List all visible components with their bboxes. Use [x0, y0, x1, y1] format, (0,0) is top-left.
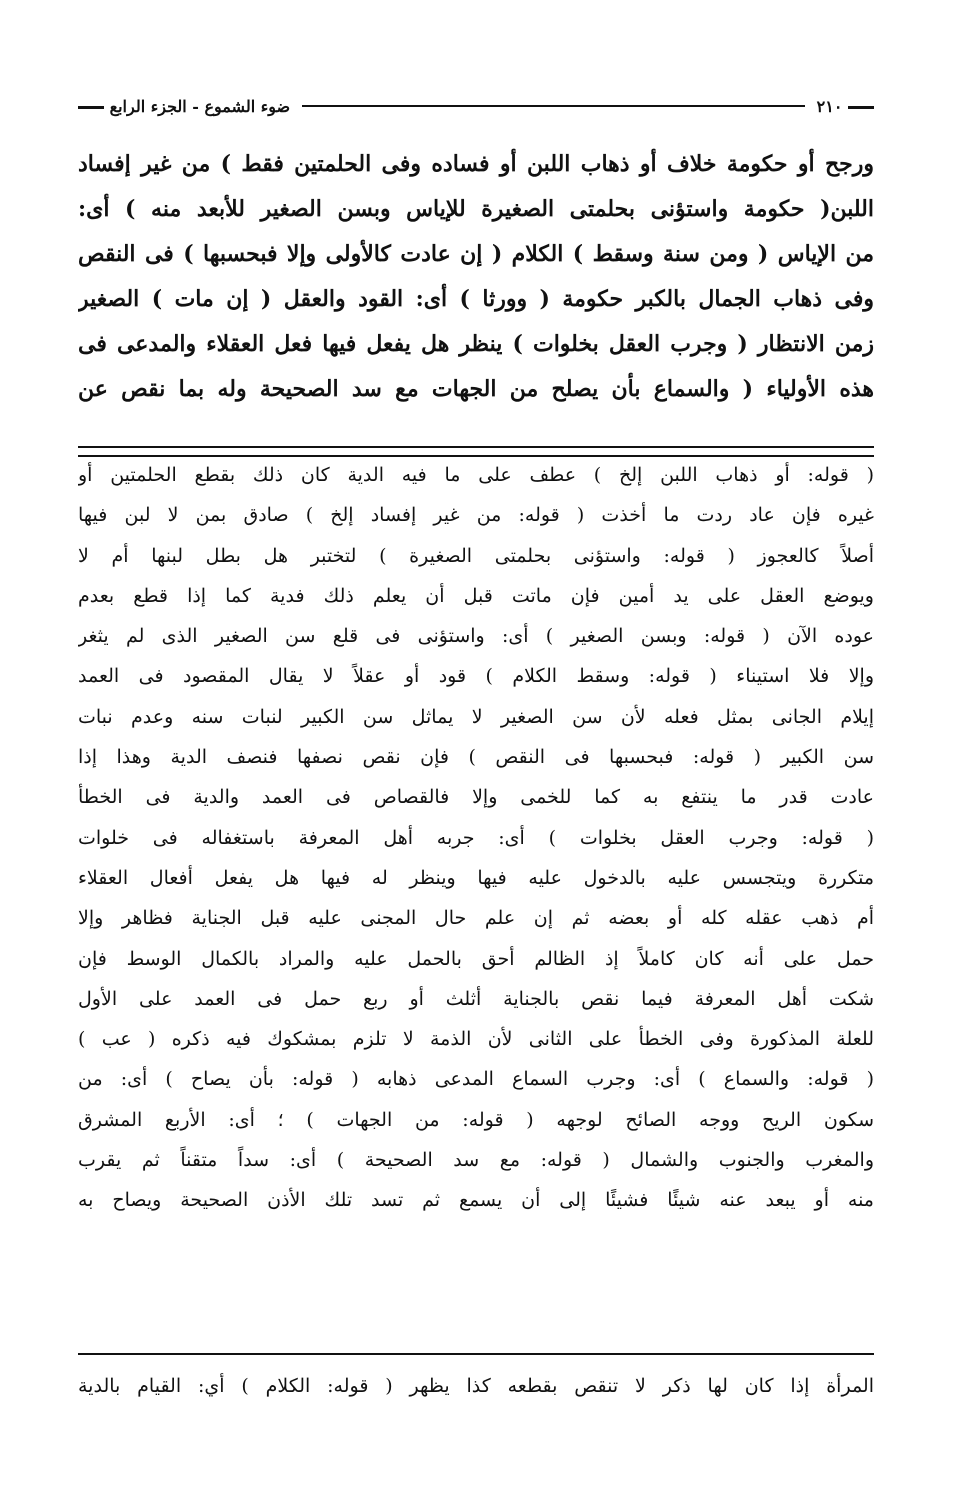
main-text-line: من الإياس ( ومن سنة وسقط ) الكلام ( إن عادت كالأولى وإلا فبحسبها ) فى النقص [78, 241, 874, 267]
main-text-line: هذه الأولياء ( والسماع بأن يصلح من الجهات مع سد الصحيحة وله بما نقص عن [78, 376, 874, 402]
commentary-line: ( قوله: وجرب العقل بخلوات ) أى: جربه أهل المعرفة باستغفاله فى خلوات [78, 826, 874, 849]
commentary-line: والمغرب والجنوب والشمال ( قوله: مع سد الصحيحة ) أى: سداً متقناً ثم يقرب [78, 1149, 874, 1172]
commentary-line: حمل على أنه كان كاملاً إذ الظالم أحق بالحمل عليه والمراد بالكمال الوسط فإن [78, 947, 874, 970]
commentary-line: متكررة ويتجسس عليه بالدخول عليه فيها وينظر له فيها هل يفعل أفعال العقلاء [78, 866, 874, 889]
commentary-text [78, 455, 874, 1221]
commentary-line: غيره فإن عاد ردت ما أخذت ( قوله: من غير إفساد إلخ ) صادق بمن لا لبن فيها [78, 504, 874, 527]
commentary-line: وإلا فلا استيناء ( قوله: وسقط الكلام ) قود أو عقلاً لا يقال المقصود فى العمد [78, 665, 874, 688]
main-text-line: اللبن( حكومة واستؤنى بحلمتى الصغيرة للإياس وبسن الصغير للأبعد منه ) أى: [78, 196, 874, 222]
commentary-line: عوده الآن ( قوله: وبسن الصغير ) أى: واستؤنى فى قلع سن الصغير الذى لم يثغر [78, 625, 874, 648]
header-dash [848, 106, 874, 109]
main-text-line: ورجح أو حكومة خلاف أو ذهاب اللبن أو فساده وفى الحلمتين فقط ) من غير إفساد [78, 151, 874, 177]
footnote-line: المرأة إذا كان لها ذكر لا تنقص بقطعه كذا يظهر ( قوله: الكلام ) أي: القيام بالدية [78, 1375, 874, 1397]
commentary-line: عادت قدر ما ينتفع به كما للخمى وإلا فالقصاص فى العمد والدية فى الخطأ [78, 786, 874, 809]
page-number-text: ٢١٠ [816, 96, 843, 116]
commentary-line: أم ذهب عقله كله أو بعضه ثم إن علم حال المجنى عليه قبل الجناية فظاهر وإلا [78, 907, 874, 930]
commentary-line: ويوضع العقل على يد أمين فإن ماتت قبل أن يعلم ذلك فدية كما إذا قطع بعدم [78, 584, 874, 607]
main-text-line: وفى ذهاب الجمال بالكبر حكومة ( وورثا ) أى: القود والعقل ( إن مات ) الصغير [78, 286, 874, 312]
commentary-line: سكون الريح ووجه الصائح لوجهه ( قوله: من الجهات ) ؛ أى: الأربع المشرق [78, 1108, 874, 1131]
header-dash [78, 106, 104, 109]
commentary-line: أصلاً كالعجوز ( قوله: واستؤنى بحلمتى الصغيرة ) لتختبر هل بطل لبنها أم لا [78, 544, 874, 567]
page-number [817, 97, 874, 116]
footnote-text [78, 1365, 874, 1407]
main-text-line: زمن الانتظار ( وجرب العقل بخلوات ) ينظر هل يفعل فيها فعل العقلاء والمدعى فى [78, 331, 874, 357]
header-rule [302, 105, 805, 107]
commentary-line: سن الكبير ( قوله: فبحسبها فى النقص ) فإن نقص نصفها فنصف الدية وهذا إذا [78, 746, 874, 769]
commentary-line: ( قوله: أو ذهاب اللبن إلخ ) عطف على ما فيه الدية كان ذلك بقطع الحلمتين أو [78, 464, 874, 486]
running-title-text: ضوء الشموع - الجزء الرابع [109, 96, 291, 116]
running-title [78, 97, 290, 116]
commentary-line: شكت أهل المعرفة فيما نقص بالجناية أثلث أو ربع حمل فى العمد على الأول [78, 987, 874, 1010]
commentary-line: للعلة المذكورة وفى الخطأ على الثانى لأن الذمة لا تلزم بمشكوك فيه ذكره ( عب ) [78, 1028, 874, 1051]
commentary-line: إيلام الجانى بمثل فعله لأن سن الصغير لا يماثل سن الكبير لنبات سنه وعدم نبات [78, 705, 874, 728]
running-header [78, 86, 874, 126]
commentary-line: ( قوله: والسماع ) أى: وجرب السماع المدعى ذهابه ( قوله: بأن يصاح ) أى: من [78, 1068, 874, 1091]
footnote-divider [78, 1353, 874, 1355]
commentary-line: منه أو يبعد عنه شيئًا فشيئًا إلى أن يسمع ثم تسد تلك الأذن الصحيحة ويصاح به [78, 1189, 874, 1212]
main-text [78, 142, 874, 412]
